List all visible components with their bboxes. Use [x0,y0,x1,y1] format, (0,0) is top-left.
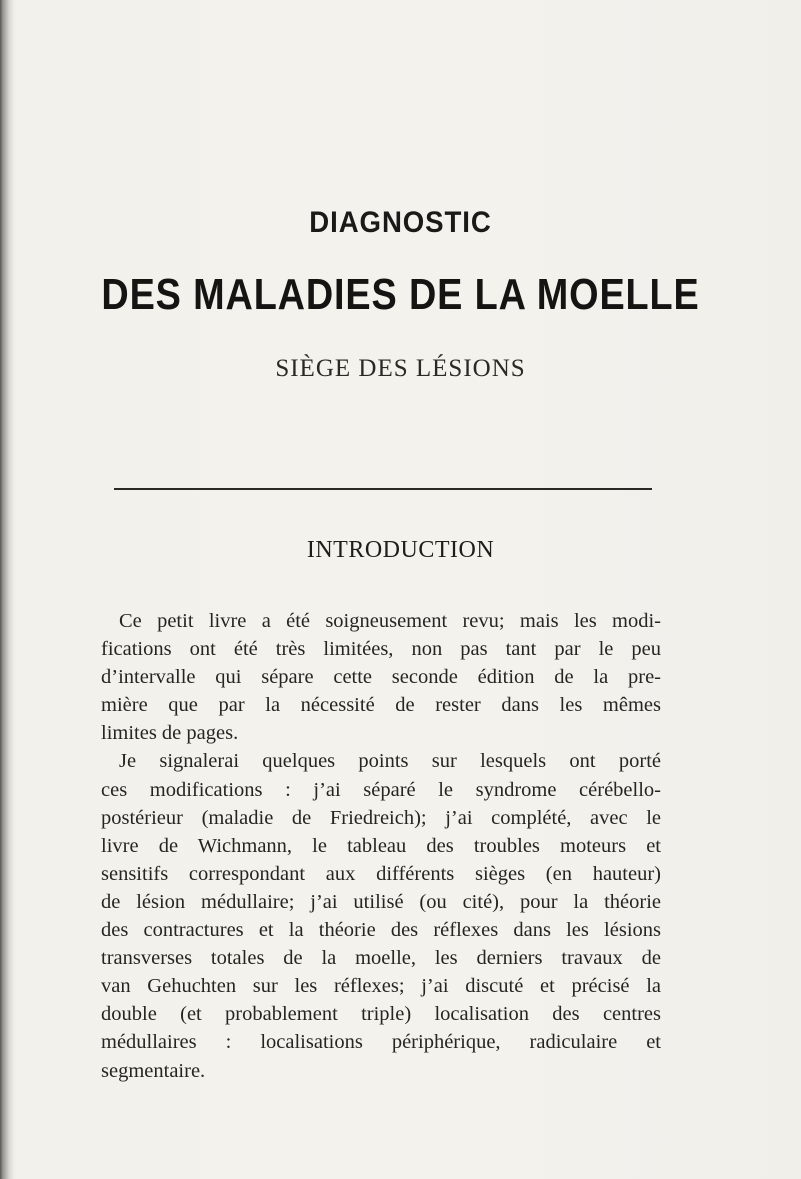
text-line: des contractures et la théorie des réflexes dans les lésions [101,919,661,942]
text-line: transverses totales de la moelle, les derniers travaux de [101,947,661,970]
horizontal-rule [114,488,652,490]
text-line: Je signalerai quelques points sur lesquels ont porté [119,750,661,773]
paragraph-1 [101,607,661,747]
text-line: mière que par la nécessité de rester dans les mêmes [101,694,661,717]
paragraph-2 [101,747,661,1084]
text-line: livre de Wichmann, le tableau des troubles moteurs et [101,834,661,857]
title-siege-lesions: SIÈGE DES LÉSIONS [275,355,526,382]
title-maladies-moelle: DES MALADIES DE LA MOELLE [101,270,700,319]
text-line: Ce petit livre a été soigneusement revu; mais les modi- [119,610,661,632]
text-line: fications ont été très limitées, non pas tant par le peu [101,638,661,661]
book-spine-shadow [0,0,14,1179]
text-line: de lésion médullaire; j’ai utilisé (ou cité), pour la théorie [101,890,661,913]
text-line: segmentaire. [101,1059,206,1082]
text-line: médullaires : localisations périphérique, radiculaire et [101,1031,661,1054]
text-line: double (et probablement triple) localisation des centres [101,1003,661,1026]
section-heading: INTRODUCTION [306,537,495,563]
text-line: van Gehuchten sur les réflexes; j’ai discuté et précisé la [101,975,661,998]
introduction-body [101,607,661,1085]
text-line: postérieur (maladie de Friedreich); j’ai complété, avec le [101,806,661,829]
text-line: sensitifs correspondant aux différents sièges (en hauteur) [101,862,661,885]
text-line: ces modifications : j’ai séparé le syndrome cérébello- [101,778,661,801]
text-line: d’intervalle qui sépare cette seconde édition de la pre- [101,666,661,689]
text-line: limites de pages. [101,722,239,745]
title-diagnostic: DIAGNOSTIC [309,206,492,239]
